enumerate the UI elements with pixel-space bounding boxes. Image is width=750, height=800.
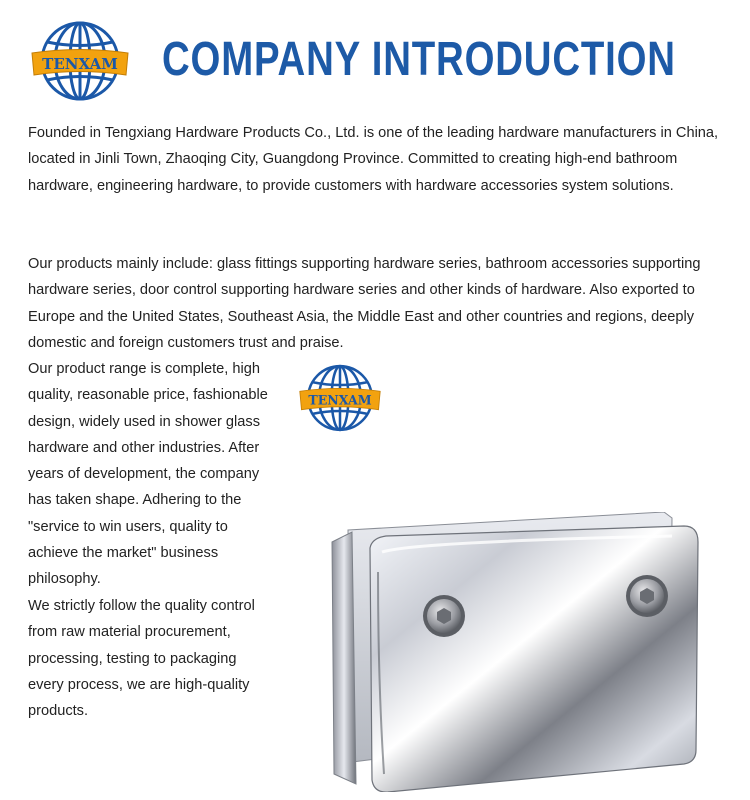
product-image (312, 512, 702, 792)
company-logo-small (298, 362, 382, 434)
logo-text: TENXAM (308, 392, 372, 408)
globe-logo-icon (30, 18, 130, 104)
intro-paragraph: Founded in Tengxiang Hardware Products Co., Ltd. is one of the leading hardware manufacturers in China, located in Jinli Town, Zhaoqing City, Guangdong Province. Committed to creating high-end bathroom hardware, engineering hardware, to provide customers with hardware accessories system solutions. (28, 125, 719, 194)
globe-logo-icon (298, 362, 382, 434)
page-title: COMPANY INTRODUCTION (162, 33, 676, 86)
screw-left-icon (423, 595, 465, 637)
products-paragraph: Our products mainly include: glass fittings supporting hardware series, bathroom accessories supporting hardware series, door control supporting hardware series and other kinds of hardware. Also exported to Europe and the United States, Southeast Asia, the Middle East and other countries and regions, deeply domestic and foreign customers trust and praise. (28, 256, 701, 351)
company-logo (30, 18, 130, 104)
screw-right-icon (626, 575, 668, 617)
logo-text: TENXAM (42, 55, 118, 73)
glass-clamp-hinge-icon (312, 512, 702, 792)
quality-paragraph: We strictly follow the quality control from raw material procurement, processing, testing to packaging every process, we are high-quality products. (28, 598, 255, 720)
range-paragraph: Our product range is complete, high quality, reasonable price, fashionable design, widely used in shower glass hardware and other industries. After years of development, the company has taken shape. Adhering to the "service to win users, quality to achieve the market" business philosophy. (28, 361, 268, 588)
